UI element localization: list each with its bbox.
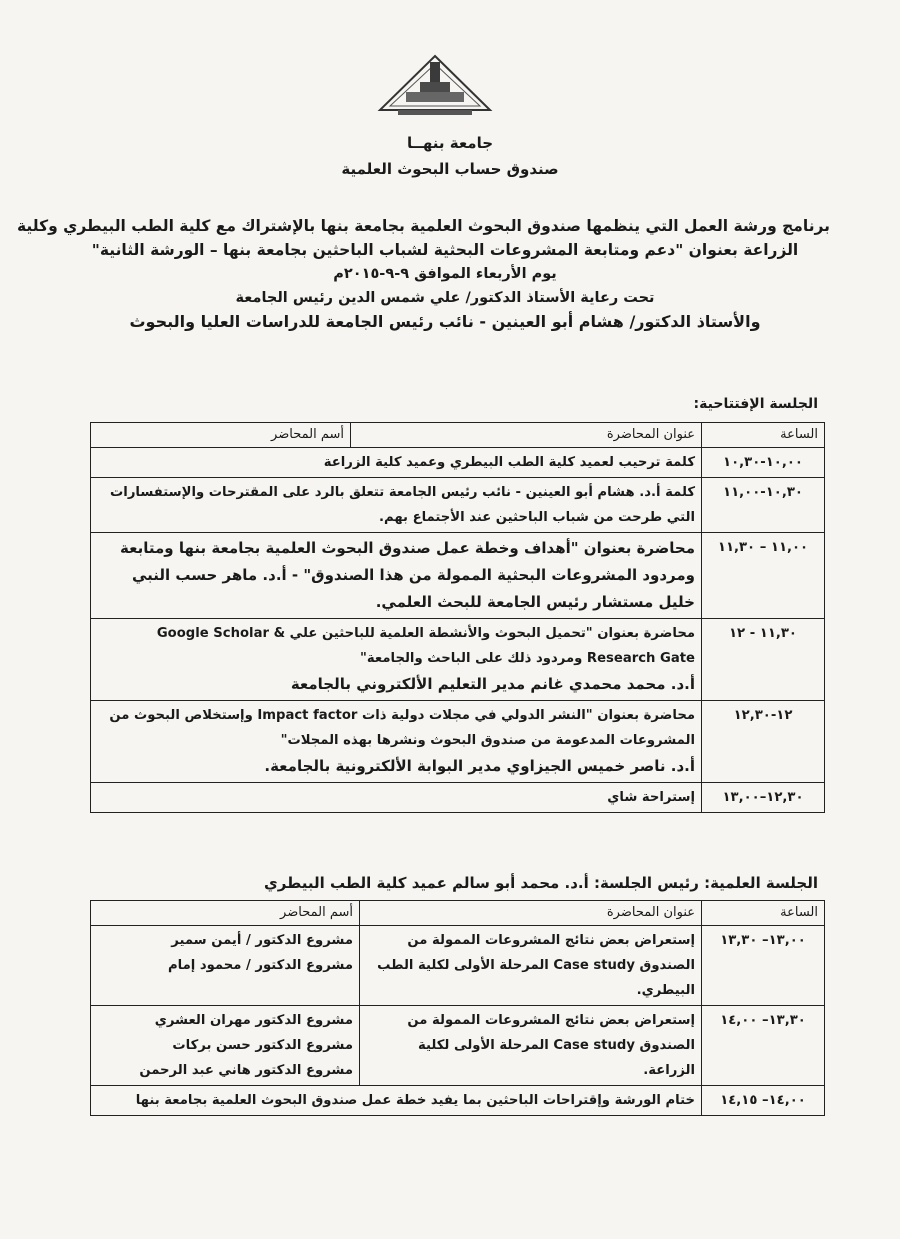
row-title: كلمة أ.د. هشام أبو العينين - نائب رئيس الجامعة تتعلق بالرد على المقترحات والإستفسارات التي طرحت من شباب الباحثين عند الأجتماع بهم. [91, 478, 702, 533]
table-header-row [91, 423, 825, 448]
university-name: جامعة بنهــا [406, 134, 494, 152]
row-title: ختام الورشة وإقتراحات الباحثين بما يفيد خطة عمل صندوق البحوث العلمية بجامعة بنها [91, 1086, 702, 1116]
row-title: إستراحة شاي [91, 783, 702, 813]
row-time: ١٣,٣٠– ١٤,٠٠ [702, 1006, 825, 1086]
intro-date: يوم الأربعاء الموافق ٩-٩-٢٠١٥م [333, 266, 557, 282]
header-time: الساعة [702, 901, 825, 926]
table-row [91, 1086, 825, 1116]
table-row [91, 478, 825, 533]
header-title: عنوان المحاضرة [360, 901, 702, 926]
row-title: إستعراض بعض نتائج المشروعات الممولة من الصندوق Case study المرحلة الأولى لكلية الطب البيطري. [360, 926, 702, 1006]
speaker: مشروع الدكتور مهران العشري [154, 1013, 353, 1028]
table-row [91, 619, 825, 701]
intro-vice-president: والأستاذ الدكتور/ هشام أبو العينين - نائب رئيس الجامعة للدراسات العليا والبحوث [129, 312, 761, 331]
row-content [91, 701, 702, 783]
table-row [91, 448, 825, 478]
university-logo-icon [376, 52, 494, 118]
table-row [91, 701, 825, 783]
scientific-session-title: الجلسة العلمية: رئيس الجلسة: أ.د. محمد أبو سالم عميد كلية الطب البيطري [264, 874, 818, 892]
row-time: ١١,٣٠ - ١٢ [702, 619, 825, 701]
header-title: عنوان المحاضرة [351, 423, 702, 448]
intro-block [17, 214, 830, 334]
row-speakers [91, 926, 360, 1006]
row-title: محاضرة بعنوان "أهداف وخطة عمل صندوق البحوث العلمية بجامعة بنها ومتابعة ومردود المشروعات البحثية الممولة من هذا الصندوق" - أ.د. ماهر حسب النبي خليل مستشار رئيس الجامعة للبحث العلمي. [91, 533, 702, 619]
row-title: إستعراض بعض نتائج المشروعات الممولة من الصندوق Case study المرحلة الأولى لكلية الزراعة. [360, 1006, 702, 1086]
row-title: محاضرة بعنوان "تحميل البحوث والأنشطة العلمية للباحثين علي Google Scholar & Research Gate ومردود ذلك على الباحث والجامعة" [156, 626, 695, 666]
row-time: ١٠,٠٠-١٠,٣٠ [702, 448, 825, 478]
speaker: مشروع الدكتور حسن بركات [172, 1038, 353, 1053]
speaker: مشروع الدكتور هاني عبد الرحمن [139, 1063, 353, 1078]
row-time: ١٤,٠٠– ١٤,١٥ [702, 1086, 825, 1116]
row-time: ١٢,٣٠–١٣,٠٠ [702, 783, 825, 813]
speaker: مشروع الدكتور / محمود إمام [167, 958, 353, 973]
table-header-row [91, 901, 825, 926]
row-speaker: أ.د. محمد محمدي غانم مدير التعليم الألكتروني بالجامعة [290, 675, 695, 693]
row-title: كلمة ترحيب لعميد كلية الطب البيطري وعميد كلية الزراعة [91, 448, 702, 478]
table-row [91, 533, 825, 619]
speaker: مشروع الدكتور / أيمن سمير [171, 933, 353, 948]
opening-session-title: الجلسة الإفتتاحية: [693, 396, 818, 412]
intro-line-1: برنامج ورشة العمل التي ينظمها صندوق البحوث العلمية بجامعة بنها بالإشتراك مع كلية الطب البيطري وكلية [17, 217, 830, 235]
fund-name: صندوق حساب البحوث العلمية [341, 160, 559, 178]
header-speaker: أسم المحاضر [91, 423, 351, 448]
intro-patron: تحت رعاية الأستاذ الدكتور/ علي شمس الدين رئيس الجامعة [235, 290, 655, 306]
row-content [91, 619, 702, 701]
opening-session-table [90, 422, 825, 813]
intro-line-2: الزراعة بعنوان "دعم ومتابعة المشروعات البحثية لشباب الباحثين بجامعة بنها – الورشة الثانية" [91, 241, 799, 259]
header-speaker: أسم المحاضر [91, 901, 360, 926]
table-row [91, 1006, 825, 1086]
table-row [91, 926, 825, 1006]
row-speakers [91, 1006, 360, 1086]
row-speaker: أ.د. ناصر خميس الجيزاوي مدير البوابة الألكترونية بالجامعة. [264, 757, 695, 775]
header-time: الساعة [702, 423, 825, 448]
row-time: ١٢-١٢,٣٠ [702, 701, 825, 783]
row-title: محاضرة بعنوان "النشر الدولي في مجلات دولية ذات Impact factor وإستخلاص البحوث من المشروعات المدعومة من صندوق البحوث ونشرها بهذه المجلات" [109, 708, 695, 748]
row-time: ١١,٠٠ – ١١,٣٠ [702, 533, 825, 619]
row-time: ١٣,٠٠– ١٣,٣٠ [702, 926, 825, 1006]
scientific-session-table [90, 900, 825, 1116]
table-row [91, 783, 825, 813]
row-time: ١٠,٣٠-١١,٠٠ [702, 478, 825, 533]
